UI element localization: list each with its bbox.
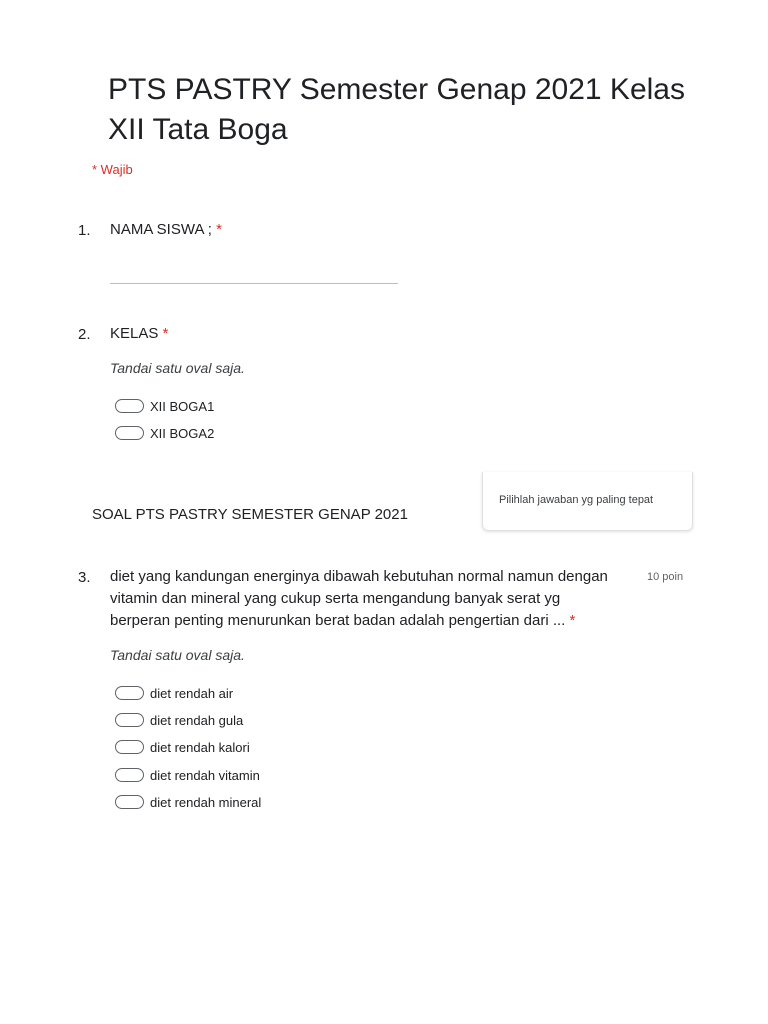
- section-description-text: Pilihlah jawaban yg paling tepat: [499, 494, 654, 506]
- question-2-instruction: Tandai satu oval saja.: [110, 360, 245, 376]
- question-2-text: KELAS: [110, 325, 159, 342]
- question-1-text: NAMA SISWA ;: [110, 221, 212, 238]
- option-label: diet rendah gula: [150, 712, 244, 728]
- question-3-instruction: Tandai satu oval saja.: [110, 647, 245, 663]
- question-3-line-3-text: berperan penting menurunkan berat badan adalah pengertian dari ...: [110, 612, 566, 629]
- radio-oval[interactable]: [115, 768, 144, 782]
- radio-oval[interactable]: [115, 795, 144, 809]
- section-description: [482, 472, 693, 531]
- question-3-number: 3.: [78, 569, 91, 586]
- form-title: PTS PASTRY Semester Genap 2021 Kelas XII Tata Boga: [108, 73, 685, 146]
- question-3-line-2: vitamin dan mineral yang cukup serta mengandung banyak serat yg: [110, 590, 561, 607]
- question-2-number: 2.: [78, 326, 91, 343]
- option-diet-rendah-vitamin[interactable]: [115, 766, 260, 784]
- option-diet-rendah-mineral[interactable]: [115, 793, 261, 811]
- radio-oval[interactable]: [115, 740, 144, 754]
- option-diet-rendah-kalori[interactable]: [115, 738, 250, 756]
- option-diet-rendah-air[interactable]: [115, 684, 233, 702]
- required-asterisk: *: [162, 325, 169, 342]
- question-3-label: [110, 566, 640, 632]
- option-label: XII BOGA2: [150, 425, 215, 441]
- option-label: diet rendah air: [150, 685, 234, 701]
- section-title: SOAL PTS PASTRY SEMESTER GENAP 2021: [92, 506, 408, 523]
- option-diet-rendah-gula[interactable]: [115, 711, 243, 729]
- question-3-line-1: diet yang kandungan energinya dibawah kebutuhan normal namun dengan: [110, 568, 608, 585]
- option-label: diet rendah mineral: [150, 794, 262, 810]
- question-2-label: [110, 323, 168, 345]
- required-note: * Wajib: [92, 162, 133, 177]
- name-answer-field[interactable]: [110, 283, 398, 284]
- radio-oval[interactable]: [115, 713, 144, 727]
- question-1-number: 1.: [78, 222, 91, 239]
- option-label: diet rendah vitamin: [150, 767, 260, 783]
- question-3-line-3: [110, 610, 640, 632]
- question-1-label: [110, 219, 222, 241]
- radio-oval[interactable]: [115, 686, 144, 700]
- required-asterisk: *: [569, 612, 576, 629]
- points-badge: 10 poin: [647, 571, 684, 583]
- radio-oval[interactable]: [115, 399, 144, 413]
- required-asterisk: *: [216, 221, 222, 238]
- option-label: XII BOGA1: [150, 398, 215, 414]
- radio-oval[interactable]: [115, 426, 144, 440]
- option-xii-boga2[interactable]: [115, 424, 214, 442]
- option-label: diet rendah kalori: [150, 739, 250, 755]
- option-xii-boga1[interactable]: [115, 397, 214, 415]
